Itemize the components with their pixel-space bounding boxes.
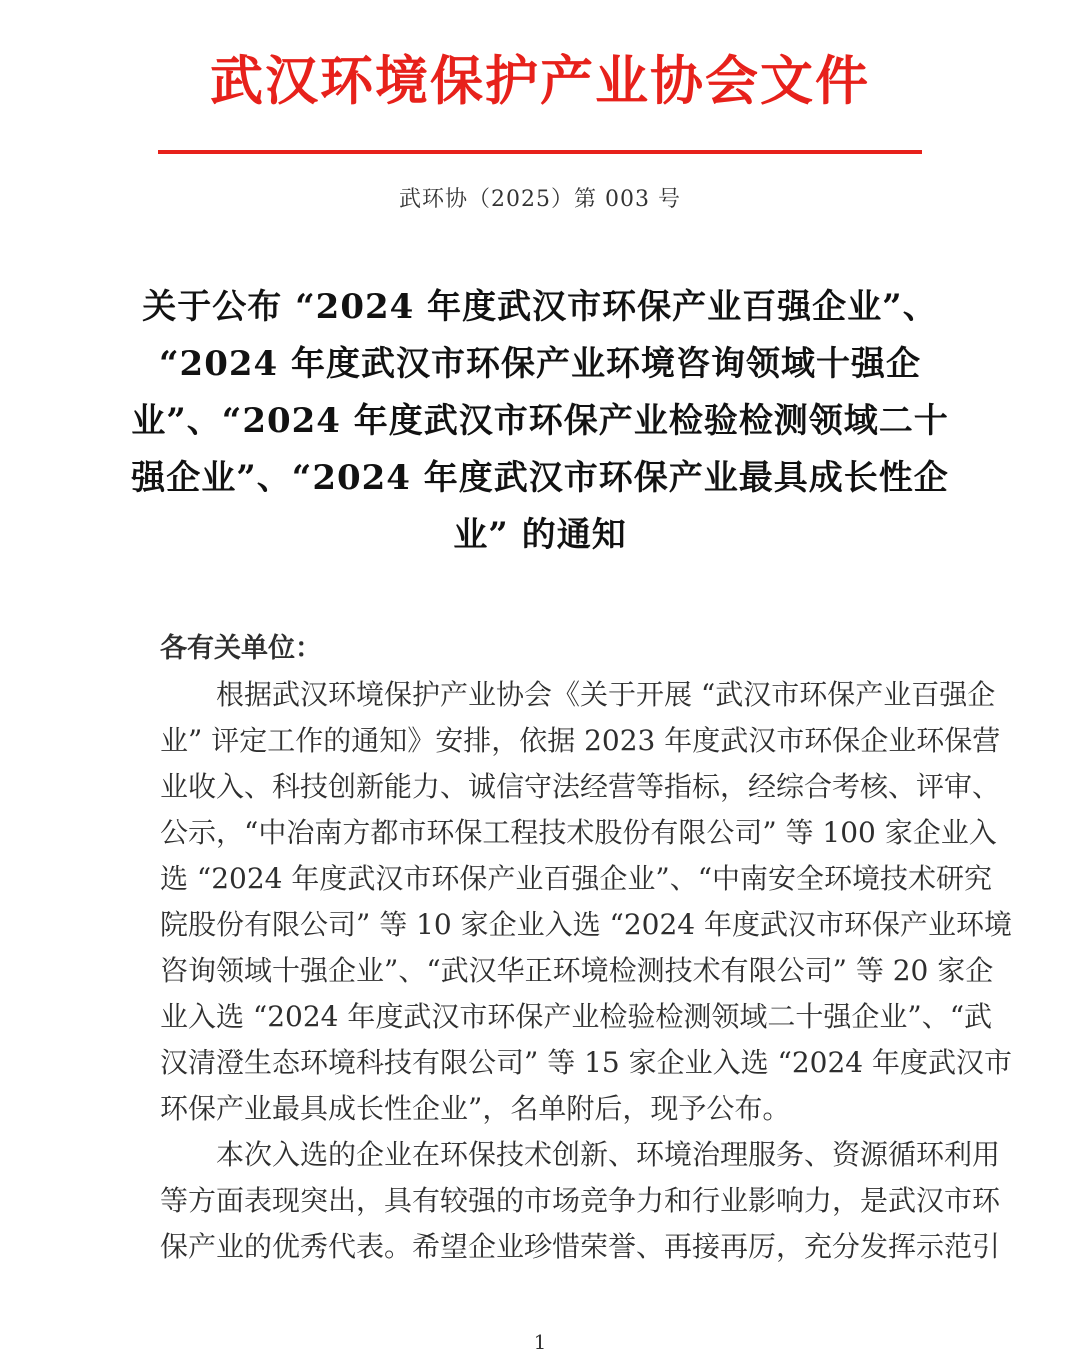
body-line: 根据武汉环境保护产业协会《关于开展 “武汉市环保产业百强企 <box>216 677 996 711</box>
body-line: 环保产业最具成长性企业”，名单附后，现予公布。 <box>160 1091 791 1125</box>
body-line: 业入选 “2024 年度武汉市环保产业检验检测领域二十强企业”、“武 <box>160 999 993 1033</box>
body-line: 院股份有限公司” 等 10 家企业入选 “2024 年度武汉市环保产业环境 <box>160 907 1013 941</box>
body-line: 保产业的优秀代表。希望企业珍惜荣誉、再接再厉，充分发挥示范引 <box>160 1229 1001 1263</box>
body-line: 业收入、科技创新能力、诚信守法经营等指标，经综合考核、评审、 <box>160 769 1001 803</box>
notice-title-line: 关于公布 “2024 年度武汉市环保产业百强企业”、 <box>142 286 938 327</box>
document-number: 武环协（2025）第 003 号 <box>399 186 681 212</box>
document-body <box>160 626 1013 1270</box>
body-line: 汉清澄生态环境科技有限公司” 等 15 家企业入选 “2024 年度武汉市 <box>160 1045 1013 1079</box>
body-line: 本次入选的企业在环保技术创新、环境治理服务、资源循环利用 <box>216 1137 1001 1171</box>
body-line: 等方面表现突出，具有较强的市场竞争力和行业影响力，是武汉市环 <box>160 1183 1001 1217</box>
notice-title-line: 业”、“2024 年度武汉市环保产业检验检测领域二十 <box>131 400 949 441</box>
red-separator-line <box>158 150 922 154</box>
body-line: 公示，“中冶南方都市环保工程技术股份有限公司” 等 100 家企业入 <box>160 815 997 849</box>
page-number: 1 <box>533 1330 547 1354</box>
notice-title-line: “2024 年度武汉市环保产业环境咨询领域十强企 <box>158 343 922 384</box>
body-line: 咨询领域十强企业”、“武汉华正环境检测技术有限公司” 等 20 家企 <box>160 953 994 987</box>
notice-title-line: 业” 的通知 <box>453 514 627 555</box>
body-line: 业” 评定工作的通知》安排，依据 2023 年度武汉市环保企业环保营 <box>160 723 1001 757</box>
body-line: 选 “2024 年度武汉市环保产业百强企业”、“中南安全环境技术研究 <box>160 861 993 895</box>
document-header-title: 武汉环境保护产业协会文件 <box>210 51 870 112</box>
notice-title <box>0 279 1080 564</box>
salutation: 各有关单位： <box>160 632 322 664</box>
notice-title-line: 强企业”、“2024 年度武汉市环保产业最具成长性企 <box>131 457 949 498</box>
